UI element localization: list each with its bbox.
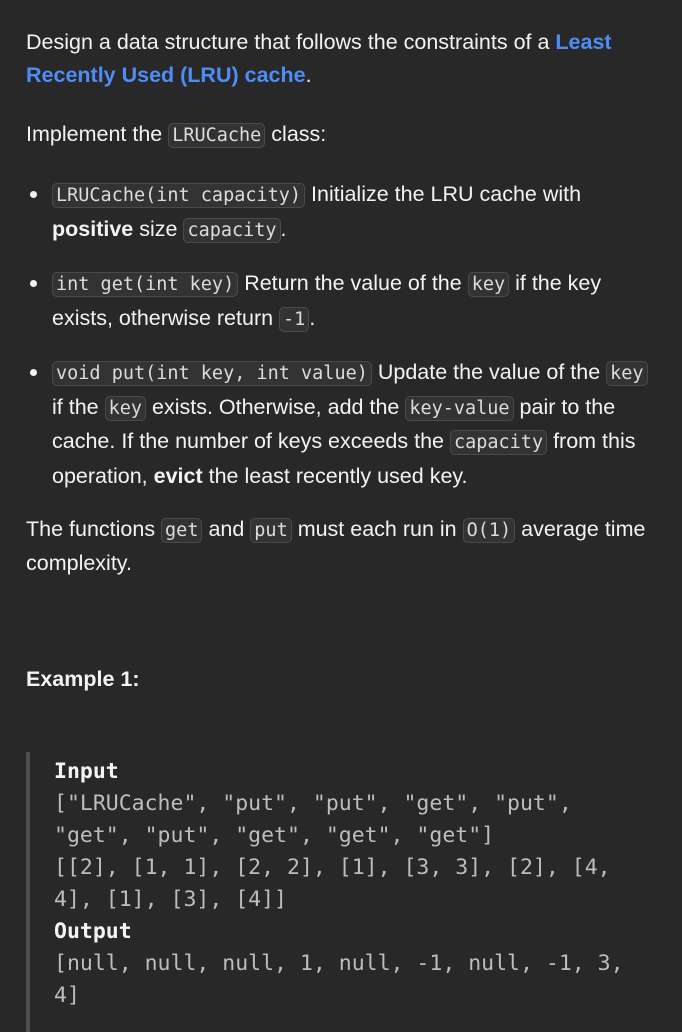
method-text: exists. Otherwise, add the — [146, 394, 406, 419]
inline-code: key — [606, 361, 647, 386]
bullet-icon — [30, 369, 37, 376]
intro-paragraph — [26, 26, 656, 92]
implement-suffix: class: — [265, 122, 327, 146]
method-text: . — [309, 305, 316, 330]
input-label: Input — [54, 759, 119, 784]
complexity-text: and — [202, 517, 251, 541]
implement-paragraph — [26, 118, 656, 152]
implement-prefix: Implement the — [26, 122, 169, 146]
inline-code: get — [161, 518, 202, 543]
method-item-get — [26, 267, 656, 336]
problem-description — [26, 26, 656, 694]
complexity-text: must each run in — [291, 517, 463, 541]
intro-period: . — [305, 63, 312, 87]
method-bold: positive — [52, 216, 134, 241]
output-line: [null, null, null, 1, null, -1, null, -1, 3, — [54, 951, 624, 976]
method-text: the least recently used key. — [202, 463, 468, 488]
input-line: "get", "put", "get", "get", "get"] — [54, 823, 495, 848]
method-text: pair to the cache. If the number of keys exceeds the — [52, 394, 616, 453]
method-text: . — [280, 216, 287, 241]
method-item-put — [26, 356, 656, 493]
example-block — [26, 752, 660, 1032]
lru-cache-link[interactable]: Least Recently Used (LRU) cache — [26, 30, 612, 87]
inline-code: key-value — [405, 396, 513, 421]
input-line: 4], [1], [3], [4]] — [54, 887, 287, 912]
inline-code: key — [105, 396, 146, 421]
input-line: [[2], [1, 1], [2, 2], [1], [3, 3], [2], [4, — [54, 855, 611, 880]
example-title: Example 1: — [26, 667, 140, 691]
inline-code: capacity — [450, 430, 547, 455]
bullet-icon — [30, 191, 37, 198]
method-signature: LRUCache(int capacity) — [52, 183, 305, 208]
inline-code: key — [468, 272, 509, 297]
method-item-constructor — [26, 178, 656, 247]
class-name-code: LRUCache — [168, 123, 265, 148]
method-text: Initialize the LRU cache with — [305, 182, 582, 206]
method-text: size — [133, 216, 184, 241]
method-list — [26, 178, 656, 493]
method-text: if the — [52, 394, 105, 419]
method-text: Return the value of the — [238, 271, 468, 295]
inline-code: put — [250, 518, 291, 543]
complexity-text: average time complexity. — [26, 517, 646, 575]
output-label: Output — [54, 919, 132, 944]
method-text: if the key exists, otherwise return — [52, 271, 602, 330]
method-text: Update the value of the — [371, 360, 607, 384]
inline-code: -1 — [279, 307, 309, 332]
method-bold: evict — [153, 463, 203, 488]
method-signature: int get(int key) — [52, 272, 238, 297]
complexity-text: The functions — [26, 517, 162, 541]
input-line: ["LRUCache", "put", "put", "get", "put", — [54, 791, 572, 816]
method-text: from this operation, — [52, 429, 636, 488]
example-content — [30, 752, 660, 1012]
output-line: 4] — [54, 983, 80, 1008]
inline-code: O(1) — [463, 518, 516, 543]
inline-code: capacity — [183, 218, 280, 243]
method-signature: void put(int key, int value) — [52, 361, 372, 386]
intro-text: Design a data structure that follows the constraints of a — [26, 30, 556, 54]
complexity-paragraph — [26, 513, 656, 580]
bullet-icon — [30, 280, 37, 287]
